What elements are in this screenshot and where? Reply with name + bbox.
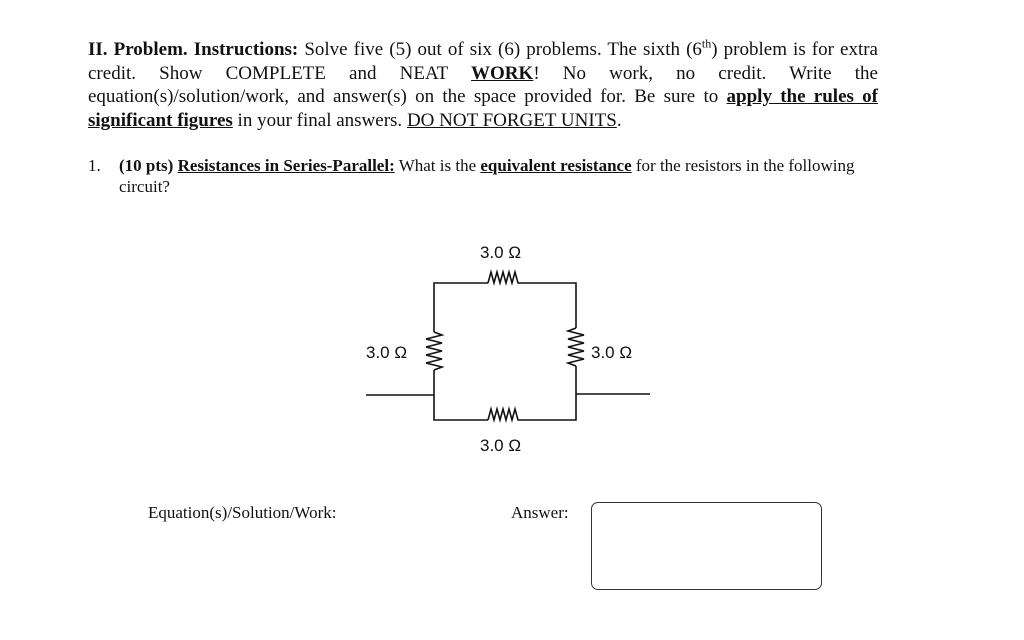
instructions-text-1: Solve five (5) out of six (6) problems. The sixth (6 bbox=[298, 39, 702, 60]
work-emphasis: WORK bbox=[471, 62, 534, 84]
problem-question-2: for the resistors in the following circuit? bbox=[119, 156, 855, 196]
ordinal-superscript: th bbox=[701, 36, 712, 51]
answer-label: Answer: bbox=[511, 503, 569, 522]
left-lower-wire bbox=[434, 370, 488, 420]
problem-question-1: What is the bbox=[394, 156, 481, 175]
sig-figs-emphasis: apply the rules of significant figures bbox=[88, 86, 878, 131]
problem-statement bbox=[119, 155, 878, 197]
instructions-text-2: ) problem is for extra credit. Show COMPLETE and NEAT bbox=[88, 39, 878, 84]
units-reminder: DO NOT FORGET UNITS bbox=[406, 109, 617, 131]
top-resistor-label: 3.0 Ω bbox=[480, 243, 522, 262]
problem-points: (10 pts) bbox=[119, 156, 174, 175]
top-wire bbox=[434, 283, 576, 332]
top-resistor bbox=[488, 272, 522, 283]
right-resistor-label: 3.0 Ω bbox=[591, 343, 633, 362]
right-resistor bbox=[568, 328, 584, 366]
problem-topic: Resistances in Series-Parallel: bbox=[177, 156, 395, 175]
left-resistor bbox=[426, 332, 442, 370]
right-lower-wire bbox=[522, 366, 576, 420]
answer-box[interactable] bbox=[591, 502, 822, 590]
instructions-paragraph bbox=[88, 38, 878, 132]
left-resistor-label: 3.0 Ω bbox=[366, 343, 408, 362]
equivalent-resistance-emphasis: equivalent resistance bbox=[480, 156, 632, 175]
bottom-resistor-label: 3.0 Ω bbox=[480, 436, 522, 455]
instructions-text-3: ! No work, no credit. Write the equation(s)/solution/work, and answer(s) on the space provided for. Be sure to bbox=[88, 62, 878, 107]
section-heading: II. Problem. Instructions: bbox=[88, 39, 299, 60]
work-label: Equation(s)/Solution/Work: bbox=[148, 503, 337, 522]
problem-1 bbox=[88, 155, 878, 197]
problem-number: 1. bbox=[88, 156, 101, 175]
instructions-text-4: in your final answers. bbox=[232, 109, 407, 131]
bottom-resistor bbox=[488, 409, 522, 420]
instructions-text-5: . bbox=[616, 109, 622, 131]
